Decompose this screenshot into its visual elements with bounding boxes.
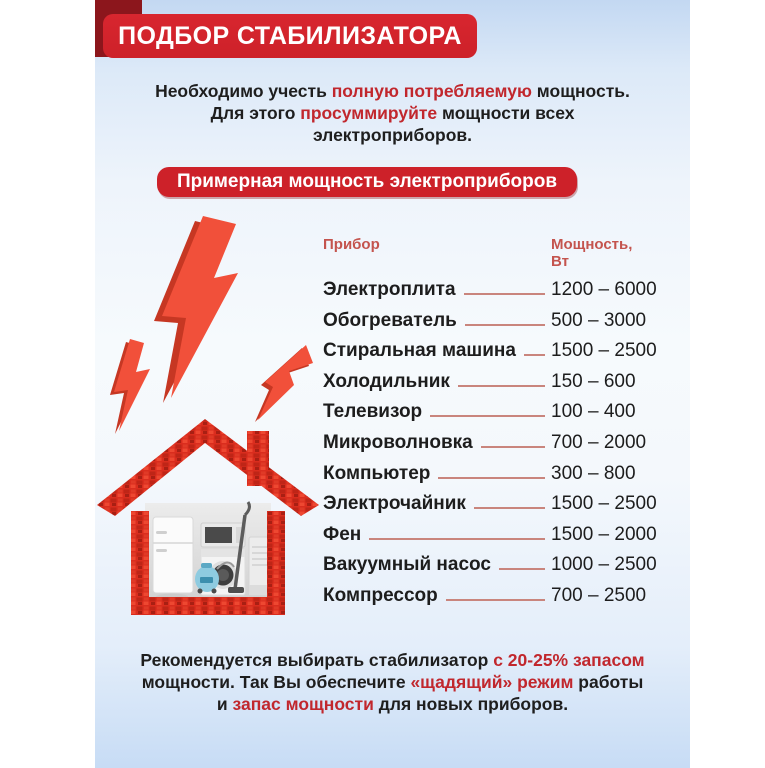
leader-line (464, 293, 545, 295)
section-title: Примерная мощность электроприборов (176, 171, 558, 192)
accent-text: просуммируйте (300, 103, 438, 123)
text: Для этого (210, 103, 301, 123)
column-header-device: Прибор (323, 236, 380, 253)
accent-text: полную потребляемую (331, 81, 532, 101)
power-range: 1500 – 2000 (551, 523, 657, 545)
power-range: 1500 – 2500 (551, 340, 657, 362)
power-range: 700 – 2500 (551, 584, 647, 606)
table-row (323, 340, 657, 371)
intro-text (95, 80, 690, 146)
leader-line (430, 415, 545, 417)
table-row (323, 523, 657, 555)
text-line (95, 80, 690, 102)
text-line (95, 649, 690, 671)
text: Рекомендуется выбирать стабилизатор (140, 650, 494, 670)
table-row (323, 401, 649, 432)
table-row (323, 585, 649, 616)
power-range: 1500 – 2500 (551, 493, 657, 515)
appliance-name: Электрочайник (323, 493, 466, 515)
leader-line (474, 507, 545, 509)
house-icon (97, 417, 319, 619)
power-range: 100 – 400 (551, 401, 636, 423)
leader-line (499, 568, 545, 570)
table-header-row (323, 236, 649, 270)
power-range: 1000 – 2500 (551, 554, 657, 576)
fridge-icon (153, 517, 193, 593)
leader-line (458, 385, 545, 387)
text: электроприборов. (312, 125, 473, 145)
appliance-name: Стиральная машина (323, 340, 516, 362)
illustration (95, 210, 327, 625)
infographic-page (95, 0, 690, 768)
power-range: 300 – 800 (551, 462, 636, 484)
microwave-icon (201, 523, 245, 547)
leader-line (446, 599, 545, 601)
footer-text (95, 649, 690, 715)
table-row (323, 432, 649, 463)
power-range: 700 – 2000 (551, 431, 647, 453)
table-row (323, 493, 657, 524)
text: и (216, 694, 233, 714)
table-row (323, 554, 657, 585)
section-banner (157, 167, 577, 197)
leader-line (524, 354, 545, 356)
accent-text: запас мощности (232, 694, 374, 714)
appliance-name: Холодильник (323, 370, 450, 392)
appliance-name: Компрессор (323, 584, 438, 606)
appliance-name: Компьютер (323, 462, 431, 484)
text: Необходимо учесть (155, 81, 332, 101)
appliance-name: Вакуумный насос (323, 554, 491, 576)
text: работы (573, 672, 644, 692)
appliance-name: Микроволновка (323, 431, 473, 453)
title-banner (103, 14, 477, 58)
text-line (95, 671, 690, 693)
power-range: 500 – 3000 (551, 309, 647, 331)
column-header-power: Мощность, Вт (551, 236, 633, 270)
text: для новых приборов. (373, 694, 569, 714)
appliance-name: Электроплита (323, 279, 456, 300)
appliance-name: Обогреватель (323, 309, 457, 331)
table-row (323, 279, 657, 310)
text-line (95, 124, 690, 146)
table-row (323, 310, 649, 341)
text: мощности. Так Вы обеспечите (141, 672, 411, 692)
table-row (323, 463, 649, 494)
text: мощность. (531, 81, 630, 101)
leader-line (465, 324, 545, 326)
text: мощности всех (437, 103, 575, 123)
leader-line (369, 538, 545, 540)
lightning-bolt-icon (255, 342, 315, 422)
power-range: 150 – 600 (551, 370, 636, 392)
leader-line (438, 477, 545, 479)
accent-text: с 20-25% запасом (493, 650, 645, 670)
appliance-name: Телевизор (323, 401, 423, 423)
accent-text: «щадящий» режим (410, 672, 574, 692)
page-title: ПОДБОР СТАБИЛИЗАТОРА (118, 21, 462, 50)
power-table (323, 236, 657, 616)
text-line (95, 102, 690, 124)
text-line (95, 693, 690, 715)
leader-line (481, 446, 545, 448)
power-range: 1200 – 6000 (551, 279, 657, 300)
appliance-name: Фен (323, 523, 362, 545)
table-row (323, 371, 649, 402)
table-body (323, 279, 657, 616)
